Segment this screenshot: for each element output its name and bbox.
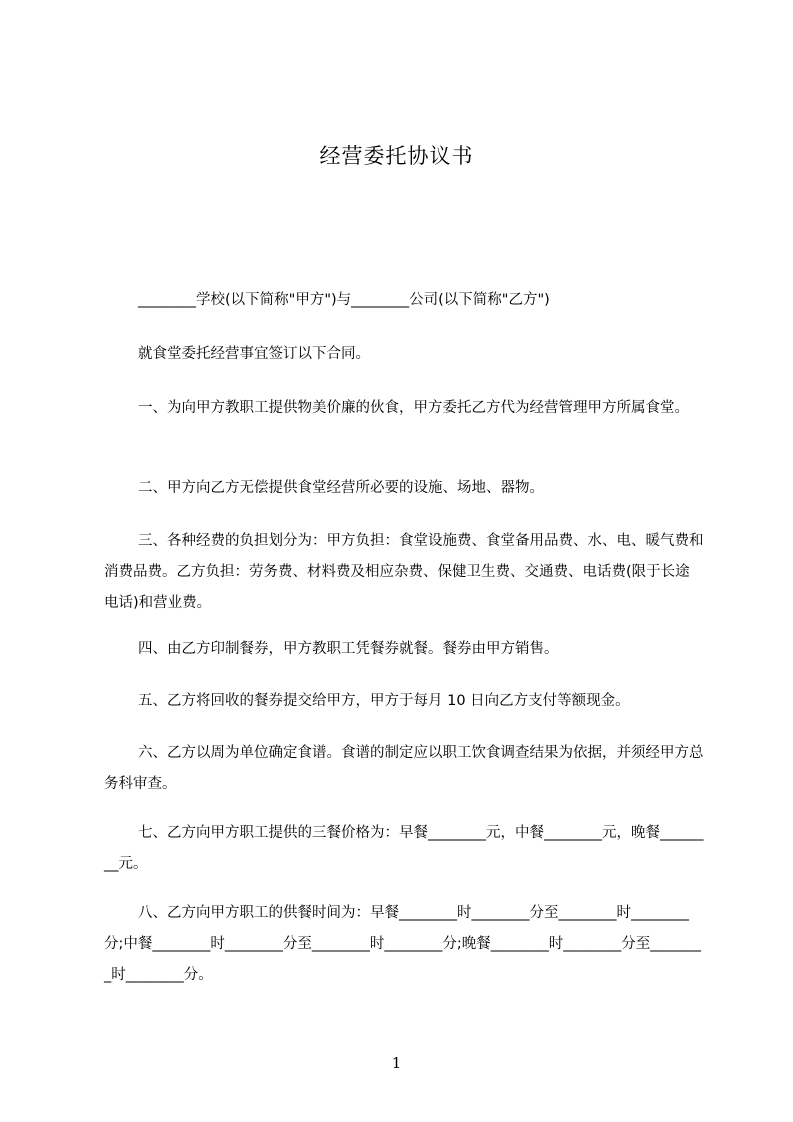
clause-2 xyxy=(104,473,704,504)
clause-7 xyxy=(104,818,704,880)
parties-text: ________学校(以下简称"甲方")与________公司(以下简称"乙方") xyxy=(138,292,550,308)
page-number: 1 xyxy=(391,1054,402,1072)
clause-text: 七、乙方向甲方职工提供的三餐价格为：早餐________元，中餐________元，晚餐________元。 xyxy=(104,825,704,872)
clause-text: 四、由乙方印制餐券，甲方教职工凭餐券就餐。餐券由甲方销售。 xyxy=(138,641,559,657)
document-title: 经营委托协议书 xyxy=(319,144,474,168)
clause-5 xyxy=(104,686,704,717)
clause-text: 三、各种经费的负担划分为：甲方负担：食堂设施费、食堂备用品费、水、电、暖气费和消费品费。乙方负担：劳务费、材料费及相应杂费、保健卫生费、交通费、电话费(限于长途电话)和营业费。 xyxy=(104,533,704,611)
parties-line xyxy=(104,285,704,316)
clause-4 xyxy=(104,634,704,665)
clause-text: 六、乙方以周为单位确定食谱。食谱的制定应以职工饮食调查结果为依据，并须经甲方总务科审查。 xyxy=(104,745,704,792)
intro-text: 就食堂委托经营事宜签订以下合同。 xyxy=(138,346,370,362)
clause-1 xyxy=(104,393,704,424)
intro-line xyxy=(104,339,704,370)
clause-6 xyxy=(104,738,704,800)
clause-text: 二、甲方向乙方无偿提供食堂经营所必要的设施、场地、器物。 xyxy=(138,480,544,496)
clause-text: 五、乙方将回收的餐券提交给甲方，甲方于每月 10 日向乙方支付等额现金。 xyxy=(138,693,630,709)
clause-text: 八、乙方向甲方职工的供餐时间为：早餐________时________分至________时________分;中餐________时________分至________时________分;晚餐________时________分至________时________分。 xyxy=(104,905,702,983)
clause-3 xyxy=(104,526,704,619)
clause-text: 一、为向甲方教职工提供物美价廉的伙食，甲方委托乙方代为经营管理甲方所属食堂。 xyxy=(138,400,689,416)
clause-8 xyxy=(104,898,704,991)
